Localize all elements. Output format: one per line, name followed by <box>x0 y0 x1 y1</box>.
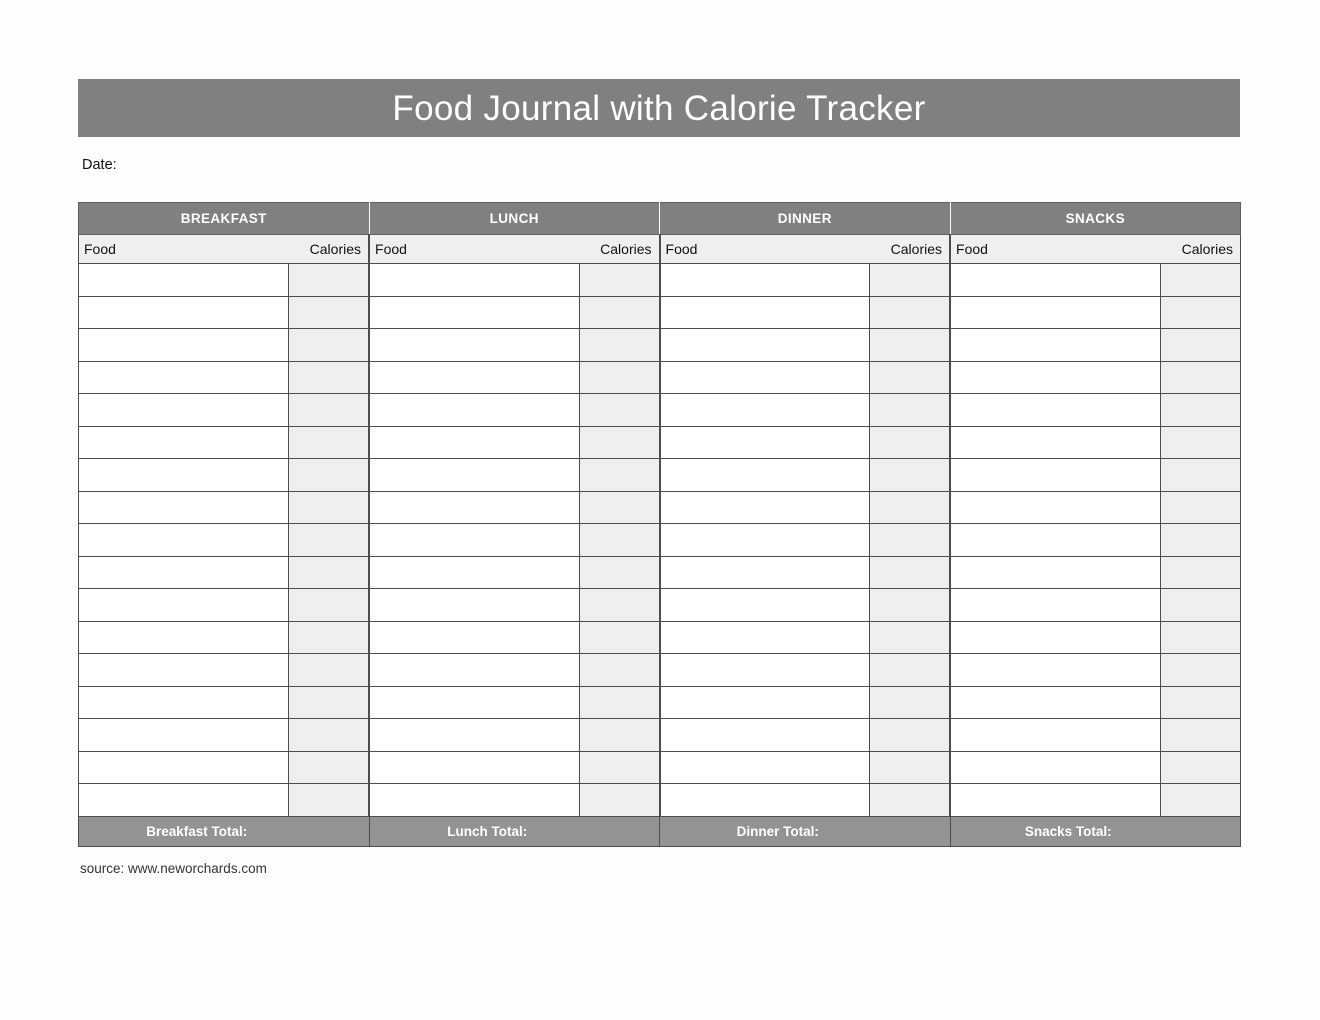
cell-food-snacks[interactable] <box>950 589 1160 622</box>
cell-calories-snacks[interactable] <box>1160 264 1241 297</box>
cell-calories-breakfast[interactable] <box>289 491 370 524</box>
cell-calories-dinner[interactable] <box>870 751 951 784</box>
cell-food-breakfast[interactable] <box>79 426 289 459</box>
cell-calories-dinner[interactable] <box>870 329 951 362</box>
cell-calories-dinner[interactable] <box>870 621 951 654</box>
cell-food-lunch[interactable] <box>369 491 579 524</box>
date-label: Date: <box>82 157 117 173</box>
cell-calories-breakfast[interactable] <box>289 751 370 784</box>
cell-food-lunch[interactable] <box>369 589 579 622</box>
cell-food-snacks[interactable] <box>950 459 1160 492</box>
cell-calories-breakfast[interactable] <box>289 524 370 557</box>
cell-food-snacks[interactable] <box>950 556 1160 589</box>
column-header-calories-snacks: Calories <box>1160 235 1241 264</box>
cell-food-breakfast[interactable] <box>79 556 289 589</box>
cell-calories-lunch[interactable] <box>579 719 660 752</box>
cell-food-snacks[interactable] <box>950 491 1160 524</box>
column-header-food-snacks: Food <box>950 235 1160 264</box>
cell-food-breakfast[interactable] <box>79 654 289 687</box>
column-header-calories-breakfast: Calories <box>289 235 370 264</box>
cell-food-breakfast[interactable] <box>79 589 289 622</box>
cell-calories-breakfast[interactable] <box>289 621 370 654</box>
cell-calories-snacks[interactable] <box>1160 719 1241 752</box>
column-header-calories-lunch: Calories <box>579 235 660 264</box>
total-label-lunch: Lunch Total: <box>369 816 579 846</box>
page-title: Food Journal with Calorie Tracker <box>392 88 926 128</box>
table-row <box>79 784 1241 817</box>
table-row <box>79 589 1241 622</box>
source-credit: source: www.neworchards.com <box>80 861 267 876</box>
table-row <box>79 361 1241 394</box>
cell-calories-lunch[interactable] <box>579 686 660 719</box>
total-label-breakfast: Breakfast Total: <box>79 816 289 846</box>
cell-food-breakfast[interactable] <box>79 784 289 817</box>
meal-header-lunch: LUNCH <box>369 203 660 235</box>
cell-calories-lunch[interactable] <box>579 621 660 654</box>
cell-calories-dinner[interactable] <box>870 264 951 297</box>
cell-food-lunch[interactable] <box>369 751 579 784</box>
cell-food-lunch[interactable] <box>369 296 579 329</box>
cell-calories-lunch[interactable] <box>579 459 660 492</box>
cell-food-dinner[interactable] <box>660 719 870 752</box>
cell-calories-dinner[interactable] <box>870 426 951 459</box>
cell-food-dinner[interactable] <box>660 654 870 687</box>
table-row <box>79 524 1241 557</box>
cell-food-snacks[interactable] <box>950 296 1160 329</box>
cell-calories-snacks[interactable] <box>1160 686 1241 719</box>
table-foot <box>79 816 1241 846</box>
cell-food-dinner[interactable] <box>660 361 870 394</box>
cell-calories-breakfast[interactable] <box>289 426 370 459</box>
cell-food-lunch[interactable] <box>369 361 579 394</box>
cell-calories-dinner[interactable] <box>870 784 951 817</box>
total-label-snacks: Snacks Total: <box>950 816 1160 846</box>
cell-calories-dinner[interactable] <box>870 459 951 492</box>
cell-calories-dinner[interactable] <box>870 394 951 427</box>
cell-food-lunch[interactable] <box>369 426 579 459</box>
cell-calories-snacks[interactable] <box>1160 296 1241 329</box>
table-row <box>79 686 1241 719</box>
cell-calories-breakfast[interactable] <box>289 296 370 329</box>
cell-calories-lunch[interactable] <box>579 784 660 817</box>
table-row <box>79 426 1241 459</box>
cell-food-dinner[interactable] <box>660 686 870 719</box>
cell-calories-dinner[interactable] <box>870 491 951 524</box>
cell-calories-breakfast[interactable] <box>289 589 370 622</box>
table-row <box>79 394 1241 427</box>
table-row <box>79 654 1241 687</box>
total-value-lunch[interactable] <box>579 816 660 846</box>
cell-food-lunch[interactable] <box>369 621 579 654</box>
cell-calories-dinner[interactable] <box>870 686 951 719</box>
cell-calories-breakfast[interactable] <box>289 459 370 492</box>
cell-food-snacks[interactable] <box>950 784 1160 817</box>
cell-calories-lunch[interactable] <box>579 361 660 394</box>
cell-food-breakfast[interactable] <box>79 751 289 784</box>
column-header-food-breakfast: Food <box>79 235 289 264</box>
cell-food-dinner[interactable] <box>660 459 870 492</box>
cell-food-lunch[interactable] <box>369 394 579 427</box>
cell-food-dinner[interactable] <box>660 589 870 622</box>
cell-food-lunch[interactable] <box>369 264 579 297</box>
cell-food-lunch[interactable] <box>369 654 579 687</box>
cell-food-breakfast[interactable] <box>79 264 289 297</box>
cell-calories-dinner[interactable] <box>870 361 951 394</box>
cell-calories-lunch[interactable] <box>579 654 660 687</box>
table-row <box>79 556 1241 589</box>
total-label-dinner: Dinner Total: <box>660 816 870 846</box>
cell-calories-dinner[interactable] <box>870 524 951 557</box>
table-row <box>79 719 1241 752</box>
cell-calories-breakfast[interactable] <box>289 329 370 362</box>
meal-header-breakfast: BREAKFAST <box>79 203 370 235</box>
cell-food-dinner[interactable] <box>660 426 870 459</box>
table-head <box>79 203 1241 264</box>
cell-food-snacks[interactable] <box>950 621 1160 654</box>
meal-header-snacks: SNACKS <box>950 203 1241 235</box>
title-banner <box>78 79 1240 137</box>
cell-calories-snacks[interactable] <box>1160 459 1241 492</box>
cell-food-dinner[interactable] <box>660 524 870 557</box>
cell-calories-breakfast[interactable] <box>289 784 370 817</box>
cell-calories-breakfast[interactable] <box>289 686 370 719</box>
meal-header-dinner: DINNER <box>660 203 951 235</box>
cell-calories-snacks[interactable] <box>1160 784 1241 817</box>
table-row <box>79 296 1241 329</box>
cell-calories-dinner[interactable] <box>870 719 951 752</box>
column-header-row <box>79 235 1241 264</box>
table-row <box>79 751 1241 784</box>
cell-calories-snacks[interactable] <box>1160 426 1241 459</box>
cell-calories-dinner[interactable] <box>870 589 951 622</box>
cell-food-dinner[interactable] <box>660 296 870 329</box>
cell-food-dinner[interactable] <box>660 751 870 784</box>
cell-calories-breakfast[interactable] <box>289 361 370 394</box>
cell-food-dinner[interactable] <box>660 556 870 589</box>
cell-calories-snacks[interactable] <box>1160 329 1241 362</box>
cell-food-lunch[interactable] <box>369 556 579 589</box>
cell-food-snacks[interactable] <box>950 361 1160 394</box>
column-header-food-dinner: Food <box>660 235 870 264</box>
cell-food-breakfast[interactable] <box>79 296 289 329</box>
cell-food-snacks[interactable] <box>950 686 1160 719</box>
cell-food-dinner[interactable] <box>660 621 870 654</box>
cell-food-breakfast[interactable] <box>79 491 289 524</box>
cell-calories-dinner[interactable] <box>870 556 951 589</box>
cell-calories-snacks[interactable] <box>1160 491 1241 524</box>
cell-food-lunch[interactable] <box>369 524 579 557</box>
cell-calories-lunch[interactable] <box>579 589 660 622</box>
date-field-row[interactable] <box>82 157 117 173</box>
cell-calories-lunch[interactable] <box>579 426 660 459</box>
cell-food-snacks[interactable] <box>950 426 1160 459</box>
cell-calories-lunch[interactable] <box>579 296 660 329</box>
cell-food-lunch[interactable] <box>369 459 579 492</box>
cell-food-dinner[interactable] <box>660 394 870 427</box>
cell-food-snacks[interactable] <box>950 394 1160 427</box>
table-row <box>79 491 1241 524</box>
cell-calories-snacks[interactable] <box>1160 361 1241 394</box>
cell-food-lunch[interactable] <box>369 784 579 817</box>
cell-food-breakfast[interactable] <box>79 686 289 719</box>
cell-food-snacks[interactable] <box>950 264 1160 297</box>
table-row <box>79 329 1241 362</box>
cell-food-breakfast[interactable] <box>79 394 289 427</box>
cell-food-dinner[interactable] <box>660 491 870 524</box>
totals-row <box>79 816 1241 846</box>
cell-calories-breakfast[interactable] <box>289 264 370 297</box>
cell-calories-breakfast[interactable] <box>289 394 370 427</box>
cell-calories-dinner[interactable] <box>870 296 951 329</box>
table-row <box>79 621 1241 654</box>
food-journal-table-wrap <box>78 202 1240 847</box>
cell-calories-dinner[interactable] <box>870 654 951 687</box>
meal-header-row <box>79 203 1241 235</box>
cell-calories-breakfast[interactable] <box>289 719 370 752</box>
cell-calories-snacks[interactable] <box>1160 654 1241 687</box>
cell-calories-snacks[interactable] <box>1160 751 1241 784</box>
table-row <box>79 264 1241 297</box>
cell-food-dinner[interactable] <box>660 329 870 362</box>
cell-food-breakfast[interactable] <box>79 621 289 654</box>
cell-calories-snacks[interactable] <box>1160 524 1241 557</box>
cell-food-breakfast[interactable] <box>79 361 289 394</box>
cell-food-snacks[interactable] <box>950 751 1160 784</box>
cell-food-breakfast[interactable] <box>79 719 289 752</box>
cell-food-lunch[interactable] <box>369 719 579 752</box>
table-body <box>79 264 1241 817</box>
cell-food-snacks[interactable] <box>950 654 1160 687</box>
cell-food-breakfast[interactable] <box>79 524 289 557</box>
total-value-dinner[interactable] <box>870 816 951 846</box>
cell-food-breakfast[interactable] <box>79 459 289 492</box>
food-journal-table <box>78 202 1241 847</box>
cell-calories-lunch[interactable] <box>579 491 660 524</box>
cell-food-snacks[interactable] <box>950 329 1160 362</box>
total-value-snacks[interactable] <box>1160 816 1241 846</box>
cell-food-dinner[interactable] <box>660 784 870 817</box>
cell-calories-lunch[interactable] <box>579 329 660 362</box>
cell-calories-lunch[interactable] <box>579 751 660 784</box>
cell-calories-lunch[interactable] <box>579 264 660 297</box>
cell-calories-snacks[interactable] <box>1160 394 1241 427</box>
column-header-food-lunch: Food <box>369 235 579 264</box>
cell-food-snacks[interactable] <box>950 719 1160 752</box>
cell-calories-snacks[interactable] <box>1160 589 1241 622</box>
total-value-breakfast[interactable] <box>289 816 370 846</box>
cell-food-lunch[interactable] <box>369 686 579 719</box>
table-row <box>79 459 1241 492</box>
cell-calories-lunch[interactable] <box>579 524 660 557</box>
cell-calories-snacks[interactable] <box>1160 621 1241 654</box>
cell-calories-breakfast[interactable] <box>289 654 370 687</box>
cell-food-breakfast[interactable] <box>79 329 289 362</box>
cell-calories-lunch[interactable] <box>579 394 660 427</box>
cell-calories-snacks[interactable] <box>1160 556 1241 589</box>
cell-food-lunch[interactable] <box>369 329 579 362</box>
cell-calories-breakfast[interactable] <box>289 556 370 589</box>
cell-food-snacks[interactable] <box>950 524 1160 557</box>
cell-calories-lunch[interactable] <box>579 556 660 589</box>
column-header-calories-dinner: Calories <box>870 235 951 264</box>
cell-food-dinner[interactable] <box>660 264 870 297</box>
